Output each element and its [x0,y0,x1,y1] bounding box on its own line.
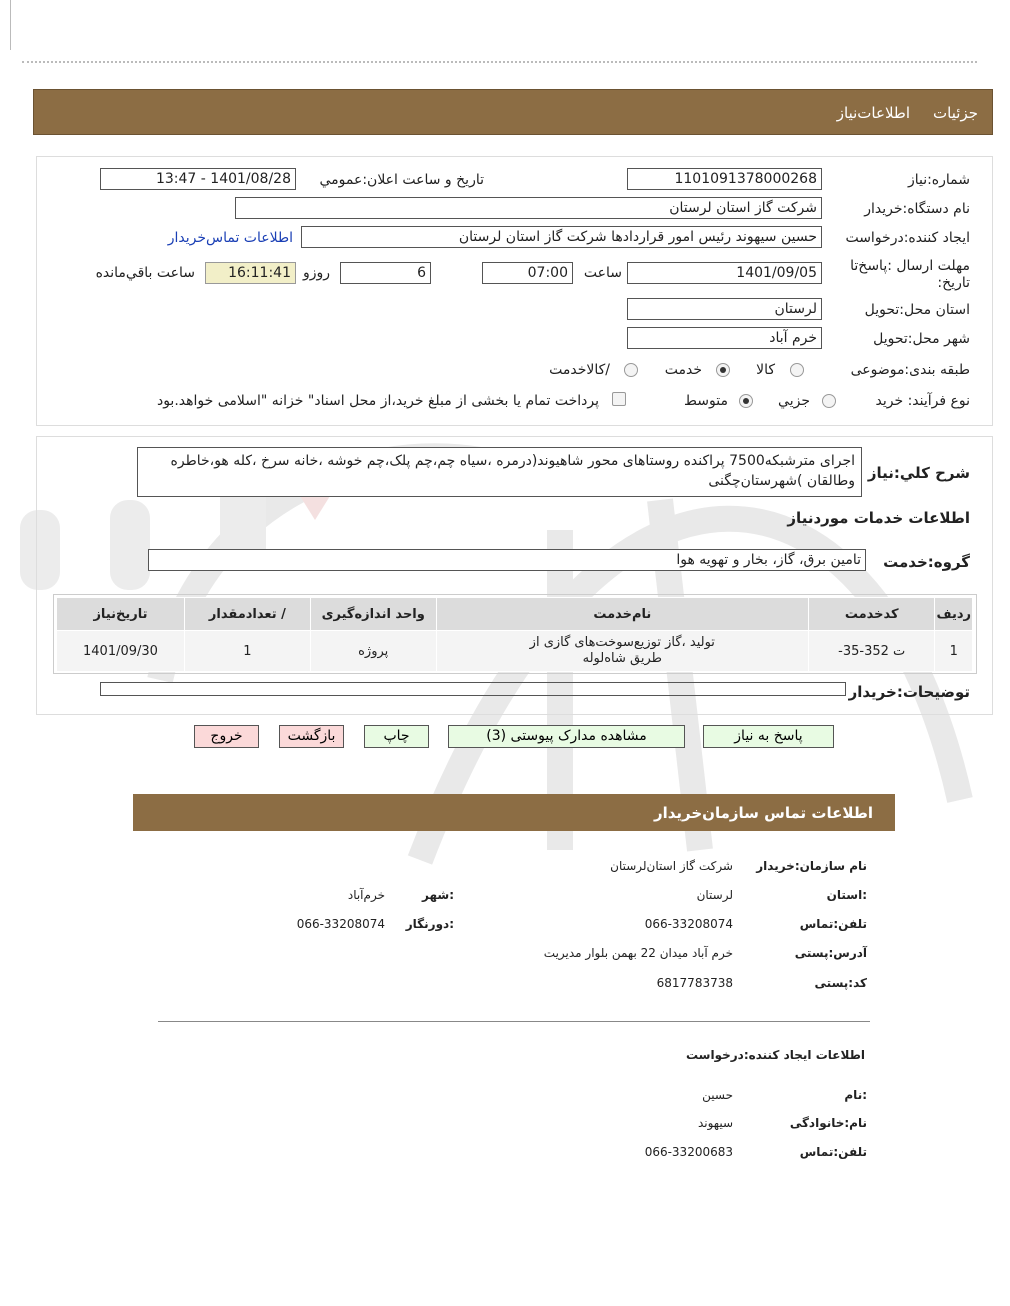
remaining-time-label: ساعت باقي‌مانده [95,265,195,281]
contact-divider [158,1021,870,1022]
category-label: طبقه بندی:موضوعی [850,362,970,378]
cell-qty: 1 [184,631,310,672]
summary-label: شرح کلي:نیاز [867,464,970,482]
contact-phone-label: تلفن:تماس [799,917,867,931]
category-goods-radio[interactable] [790,363,804,377]
creator-family-label: نام:خانوادگی [789,1116,867,1130]
deadline-label: مهلت ارسال :پاسخ‌تا تاريخ: [850,258,970,291]
announce-label: تاريخ و ساعت اعلان:عمومي [319,172,484,188]
exit-button[interactable]: خروج [194,725,259,748]
contact-phone: 066-33208074 [644,917,733,931]
col-row: رديف [935,598,973,631]
contact-org-label: نام سازمان:خريدار [756,859,867,873]
contact-org: شرکت گاز استان‌لرستان [610,859,733,873]
creator-label: ايجاد کننده:درخواست [845,230,970,246]
creator-phone: 066-33200683 [644,1145,733,1159]
contact-title: اطلاعات تماس سازمان‌خريدار [653,804,873,822]
category-goods-label: كالا [756,362,775,378]
dotted-divider [22,61,977,63]
cell-code: ت 352-35- [808,631,935,672]
contact-city-label: :شهر [422,888,454,902]
col-code: کدخدمت [808,598,935,631]
contact-header-bar [133,794,895,831]
print-button[interactable]: چاپ [364,725,429,748]
days-field: 6 [340,262,431,284]
reply-button[interactable]: پاسخ به نياز [703,725,834,748]
contact-address-label: آدرس:پستی [794,946,867,960]
contact-province-label: :استان [826,888,867,902]
left-edge-line [10,0,11,50]
process-label: نوع فرآيند: خريد [875,393,970,409]
contact-city: خرم‌آباد [347,888,385,902]
contact-address: خرم آباد ميدان 22 بهمن بلوار مديريت [543,946,733,960]
cell-name: توليد ،گاز توزيع‌سوخت‌های گازی از طريق شاه‌لوله [436,631,808,672]
col-name: نام‌خدمت [436,598,808,631]
deadline-time-label: ساعت [583,265,622,281]
creator-family: سيهوند [697,1116,733,1130]
contact-postal-label: کد:پستی [814,976,867,990]
contact-province: لرستان [696,888,733,902]
days-label: روزو [302,265,330,281]
cell-unit: پروژه [310,631,436,672]
city-label: شهر محل:تحويل [873,331,970,347]
need-number-field: 1101091378000268 [627,168,822,190]
back-button[interactable]: بازگشت [279,725,344,748]
header-title-info: اطلاعات‌نیاز [836,104,910,122]
category-service-radio[interactable] [716,363,730,377]
creator-field: حسين سيهوند رئيس امور قراردادها شرکت گاز استان لرستان [301,226,822,248]
contact-fax-label: :دورنگار [405,917,454,931]
process-partial-label: جزيي [778,393,810,409]
buyer-org-label: نام دستگاه:خريدار [864,201,970,217]
buyer-notes-label: توضيحات:خريدار [848,683,970,701]
province-label: استان محل:تحويل [864,302,970,318]
city-field: خرم آباد [627,327,822,349]
buyer-org-field: شرکت گاز استان لرستان [235,197,822,219]
deadline-date-field: 1401/09/05 [627,262,822,284]
need-number-label: شماره:نیاز [907,172,970,188]
view-attachments-button[interactable]: مشاهده مدارک پيوستی (3) [448,725,685,748]
cell-row: 1 [935,631,973,672]
summary-text-box: اجرای مترشبکه7500 پراکنده روستاهای محور شاهیوند(درمره ،سیاه چم،چم پلک،چم خوشه ،خانه سرخ ،کله هو،خاطره وطالقان )شهرستان‌چگنی [137,447,862,497]
treasury-payment-checkbox[interactable] [612,392,626,406]
table-row [57,631,973,672]
process-partial-radio[interactable] [822,394,836,408]
creator-name: حسين [702,1088,733,1102]
services-heading: اطلاعات خدمات موردنياز [787,509,970,527]
col-qty: / تعدادمقدار [184,598,310,631]
creator-name-label: :نام [844,1088,867,1102]
col-unit: واحد اندازه‌گيری [310,598,436,631]
process-medium-label: متوسط [684,393,728,409]
process-medium-radio[interactable] [739,394,753,408]
announce-datetime-field: 1401/08/28 - 13:47 [100,168,296,190]
contact-fax: 066-33208074 [296,917,385,931]
creator-phone-label: تلفن:تماس [799,1145,867,1159]
col-date: تاريخ‌نياز [57,598,185,631]
remaining-time-field: 16:11:41 [205,262,296,284]
category-goods-service-radio[interactable] [624,363,638,377]
service-group-label: گروه:خدمت [883,553,970,571]
header-title-details: جزئیات [933,104,978,122]
deadline-time-field: 07:00 [482,262,573,284]
contact-postal: 6817783738 [656,976,733,990]
services-table [56,597,973,672]
category-goods-service-label: /کالاخدمت [549,362,610,378]
buyer-notes-field [100,682,846,696]
cell-date: 1401/09/30 [57,631,185,672]
details-header-bar [33,89,993,135]
buyer-contact-link[interactable]: اطلاعات تماس‌خريدار [167,230,293,246]
service-group-field: تامين برق، گاز، بخار و تهويه هوا [148,549,866,571]
category-service-label: خدمت [664,362,702,378]
treasury-payment-note: پرداخت تمام يا بخشی از مبلغ خريد،از محل اسناد" خزانه "اسلامی خواهد.بود [156,393,599,409]
province-field: لرستان [627,298,822,320]
creator-info-title: اطلاعات ايجاد کننده:درخواست [685,1048,865,1062]
